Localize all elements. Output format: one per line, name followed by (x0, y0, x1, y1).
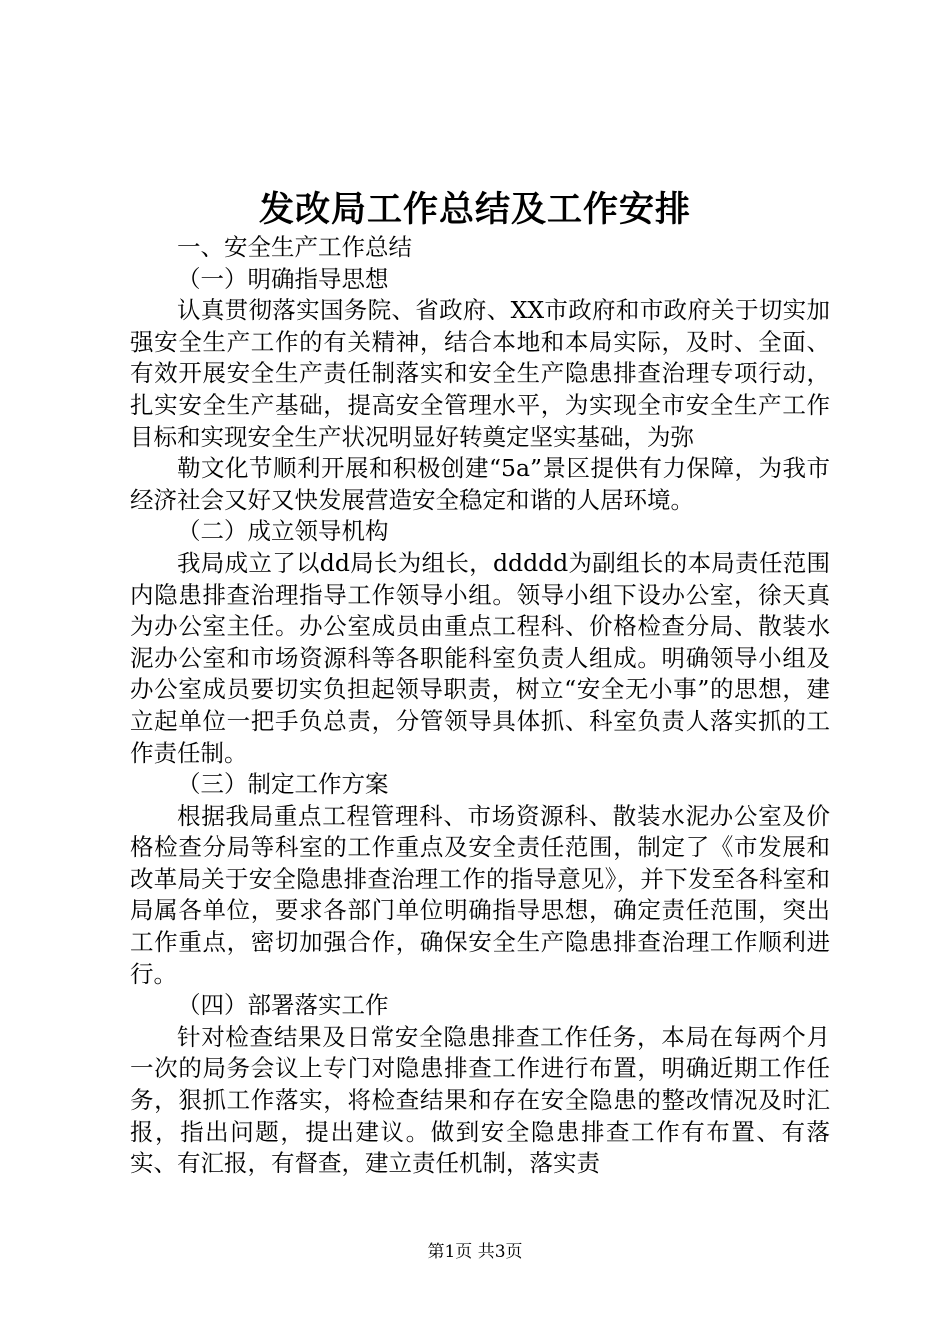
subsection-heading: （四）部署落实工作 (177, 991, 389, 1020)
page-number-footer: 第1页 共3页 (427, 1242, 523, 1262)
paragraph: 我局成立了以dd局长为组长，ddddd为副组长的本局责任范围内隐患排查治理指导工作领导小组。领导小组下设办公室，徐天真为办公室主任。办公室成员由重点工程科、价格检查分局、散装水泥办公室和市场资源科等各职能科室负责人组成。明确领导小组及办公室成员要切实负担起领导职责，树立“安全无小事”的思想，建立起单位一把手负总责，分管领导具体抓、科室负责人落实抓的工作责任制。 (130, 548, 830, 767)
subsection-heading: （二）成立领导机构 (177, 517, 389, 546)
subsection-heading: （一）明确指导思想 (177, 264, 389, 293)
document-title: 发改局工作总结及工作安排 (258, 189, 691, 230)
paragraph: 根据我局重点工程管理科、市场资源科、散装水泥办公室及价格检查分局等科室的工作重点及安全责任范围，制定了《市发展和改革局关于安全隐患排查治理工作的指导意见》，并下发至各科室和局属各单位，要求各部门单位明确指导思想，确定责任范围，突出工作重点，密切加强合作，确保安全生产隐患排查治理工作顺利进行。 (130, 801, 830, 988)
subsection-heading: （三）制定工作方案 (177, 770, 389, 799)
paragraph: 针对检查结果及日常安全隐患排查工作任务，本局在每两个月一次的局务会议上专门对隐患排查工作进行布置，明确近期工作任务，狠抓工作落实，将检查结果和存在安全隐患的整改情况及时汇报，指出问题，提出建议。做到安全隐患排查工作有布置、有落实、有汇报，有督查，建立责任机制，落实责 (130, 1022, 830, 1178)
paragraph: 认真贯彻落实国务院、省政府、XX市政府和市政府关于切实加强安全生产工作的有关精神，结合本地和本局实际，及时、全面、有效开展安全生产责任制落实和安全生产隐患排查治理专项行动，扎实安全生产基础，提高安全管理水平，为实现全市安全生产工作目标和实现安全生产状况明显好转奠定坚实基础，为弥 (130, 296, 830, 451)
section-heading: 一、安全生产工作总结 (177, 233, 412, 261)
document-body (130, 232, 830, 1180)
paragraph: 勒文化节顺利开展和积极创建“5a”景区提供有力保障，为我市经济社会又好又快发展营造安全稳定和谐的人居环境。 (130, 454, 830, 514)
